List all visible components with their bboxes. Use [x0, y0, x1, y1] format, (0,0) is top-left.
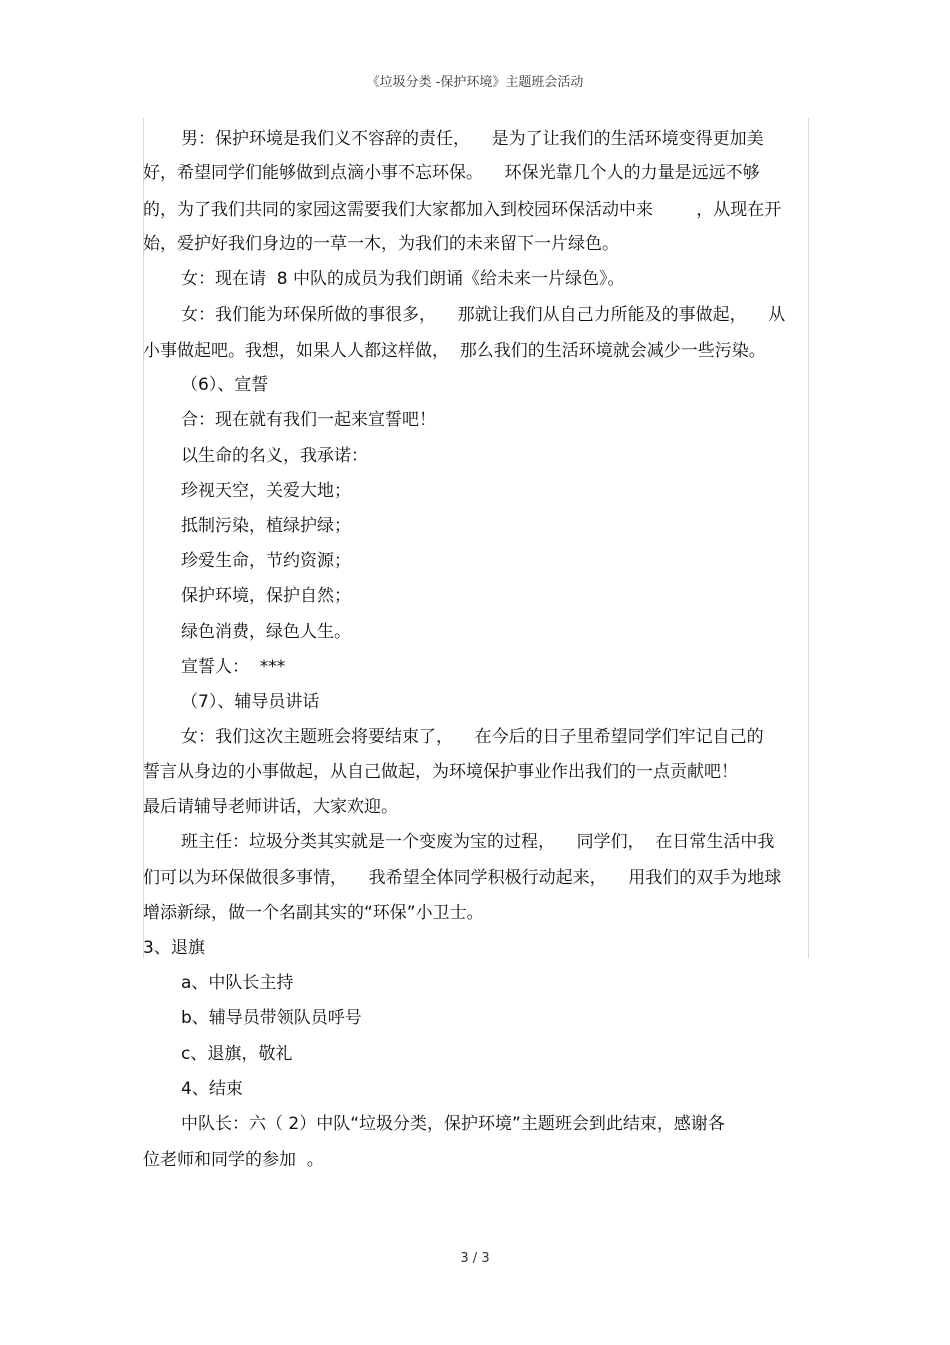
oath-line: 保护环境，保护自然；	[181, 586, 351, 606]
section-heading: （6）、宣誓	[181, 375, 269, 395]
section-heading: 3、退旗	[143, 938, 205, 958]
list-item: a、中队长主持	[181, 973, 294, 993]
paragraph-line: 男：保护环境是我们义不容辞的责任， 是为了让我们的生活环境变得更加美	[181, 129, 764, 149]
oath-line: 珍视天空，关爱大地；	[181, 481, 351, 501]
paragraph-line: 女：现在请 8 中队的成员为我们朗诵《给未来一片绿色》。	[181, 269, 625, 289]
paragraph-line: 最后请辅导老师讲话，大家欢迎。	[143, 797, 398, 817]
paragraph-line: 班主任：垃圾分类其实就是一个变废为宝的过程， 同学们， 在日常生活中我	[181, 832, 775, 852]
list-item: b、辅导员带领队员呼号	[181, 1008, 362, 1028]
oath-line: 珍爱生命，节约资源；	[181, 551, 351, 571]
page-header: 《垃圾分类 -保护环境》主题班会活动	[366, 75, 584, 90]
paragraph-line: 位老师和同学的参加 。	[143, 1150, 324, 1170]
oath-line: 绿色消费，绿色人生。	[181, 622, 351, 642]
section-heading: （7）、辅导员讲话	[181, 692, 320, 712]
paragraph-line: 女：我们这次主题班会将要结束了， 在今后的日子里希望同学们牢记自己的	[181, 727, 764, 747]
paragraph-line: 好，希望同学们能够做到点滴小事不忘环保。 环保光靠几个人的力量是远远不够	[143, 163, 760, 183]
paragraph-line: 增添新绿，做一个名副其实的“环保”小卫士。	[143, 903, 484, 923]
section-heading: 4、结束	[181, 1079, 243, 1099]
oath-line: 抵制污染，植绿护绿；	[181, 516, 351, 536]
paragraph-line: 小事做起吧。我想，如果人人都这样做， 那么我们的生活环境就会减少一些污染。	[143, 341, 766, 361]
paragraph-line: 始，爱护好我们身边的一草一木，为我们的未来留下一片绿色。	[143, 234, 619, 254]
paragraph-line: 合：现在就有我们一起来宣誓吧！	[181, 410, 436, 430]
paragraph-line: 以生命的名义，我承诺：	[181, 446, 368, 466]
paragraph-line: 的，为了我们共同的家园这需要我们大家都加入到校园环保活动中来 ，从现在开	[143, 200, 782, 220]
paragraph-line: 誓言从身边的小事做起，从自己做起，为环境保护事业作出我们的一点贡献吧！	[143, 762, 738, 782]
list-item: c、退旗，敬礼	[181, 1044, 293, 1064]
page-number: 3 / 3	[460, 1251, 490, 1266]
paragraph-line: 女：我们能为环保所做的事很多， 那就让我们从自己力所能及的事做起， 从	[181, 305, 786, 325]
oath-signer: 宣誓人： ***	[181, 657, 286, 677]
paragraph-line: 们可以为环保做很多事情， 我希望全体同学积极行动起来， 用我们的双手为地球	[143, 868, 782, 888]
paragraph-line: 中队长：六（ 2）中队“垃圾分类，保护环境”主题班会到此结束，感谢各	[181, 1114, 725, 1134]
